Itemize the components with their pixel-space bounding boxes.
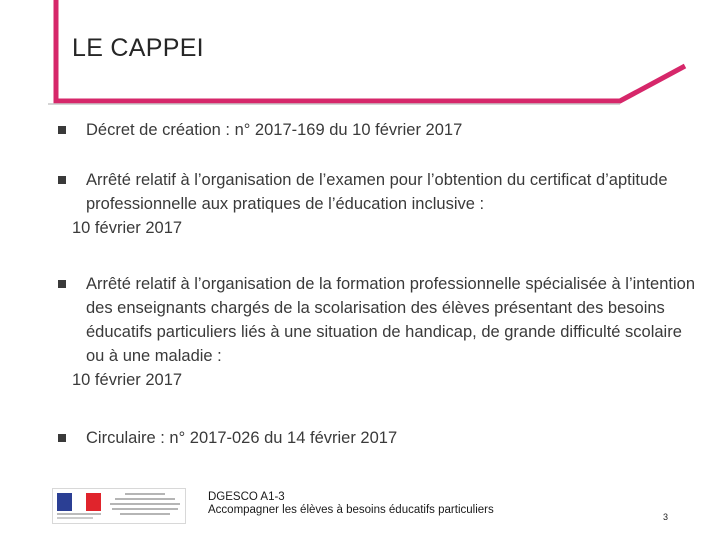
- bullet-square-icon: [58, 434, 66, 442]
- bullet-square-icon: [58, 280, 66, 288]
- bullet-item: [58, 118, 698, 142]
- bullet-date: 10 février 2017: [72, 371, 183, 389]
- bullet-text: Circulaire : n° 2017-026 du 14 février 2017: [86, 429, 398, 447]
- bullet-text: Arrêté relatif à l’organisation de la formation professionnelle spécialisée à l’intention des enseignants chargés de la scolarisation des élèves présentant des besoins éducatifs particuliers liés à une situation de handicap, de grande difficulté scolaire ou à une maladie :: [86, 275, 696, 365]
- slide-content: [58, 118, 698, 450]
- bullet-item: [58, 426, 698, 450]
- ministere-education-nationale-logo: [52, 488, 186, 524]
- marianne-flag-icon: [57, 493, 101, 511]
- bullet-item: [58, 272, 698, 368]
- footer-text: [208, 491, 494, 517]
- bullet-square-icon: [58, 126, 66, 134]
- bullet-item: [58, 168, 698, 216]
- bullet-date: 10 février 2017: [72, 219, 183, 237]
- slide-title: LE CAPPEI: [72, 34, 204, 62]
- bullet-square-icon: [58, 176, 66, 184]
- page-number: 3: [663, 512, 669, 522]
- footer-line-department: DGESCO A1-3: [208, 491, 285, 503]
- footer-line-subtitle: Accompagner les élèves à besoins éducatifs particuliers: [208, 504, 494, 516]
- bullet-text: Décret de création : n° 2017-169 du 10 février 2017: [86, 121, 463, 139]
- bullet-text: Arrêté relatif à l’organisation de l’examen pour l’obtention du certificat d’aptitude professionnelle aux pratiques de l’éducation inclusive :: [86, 171, 668, 213]
